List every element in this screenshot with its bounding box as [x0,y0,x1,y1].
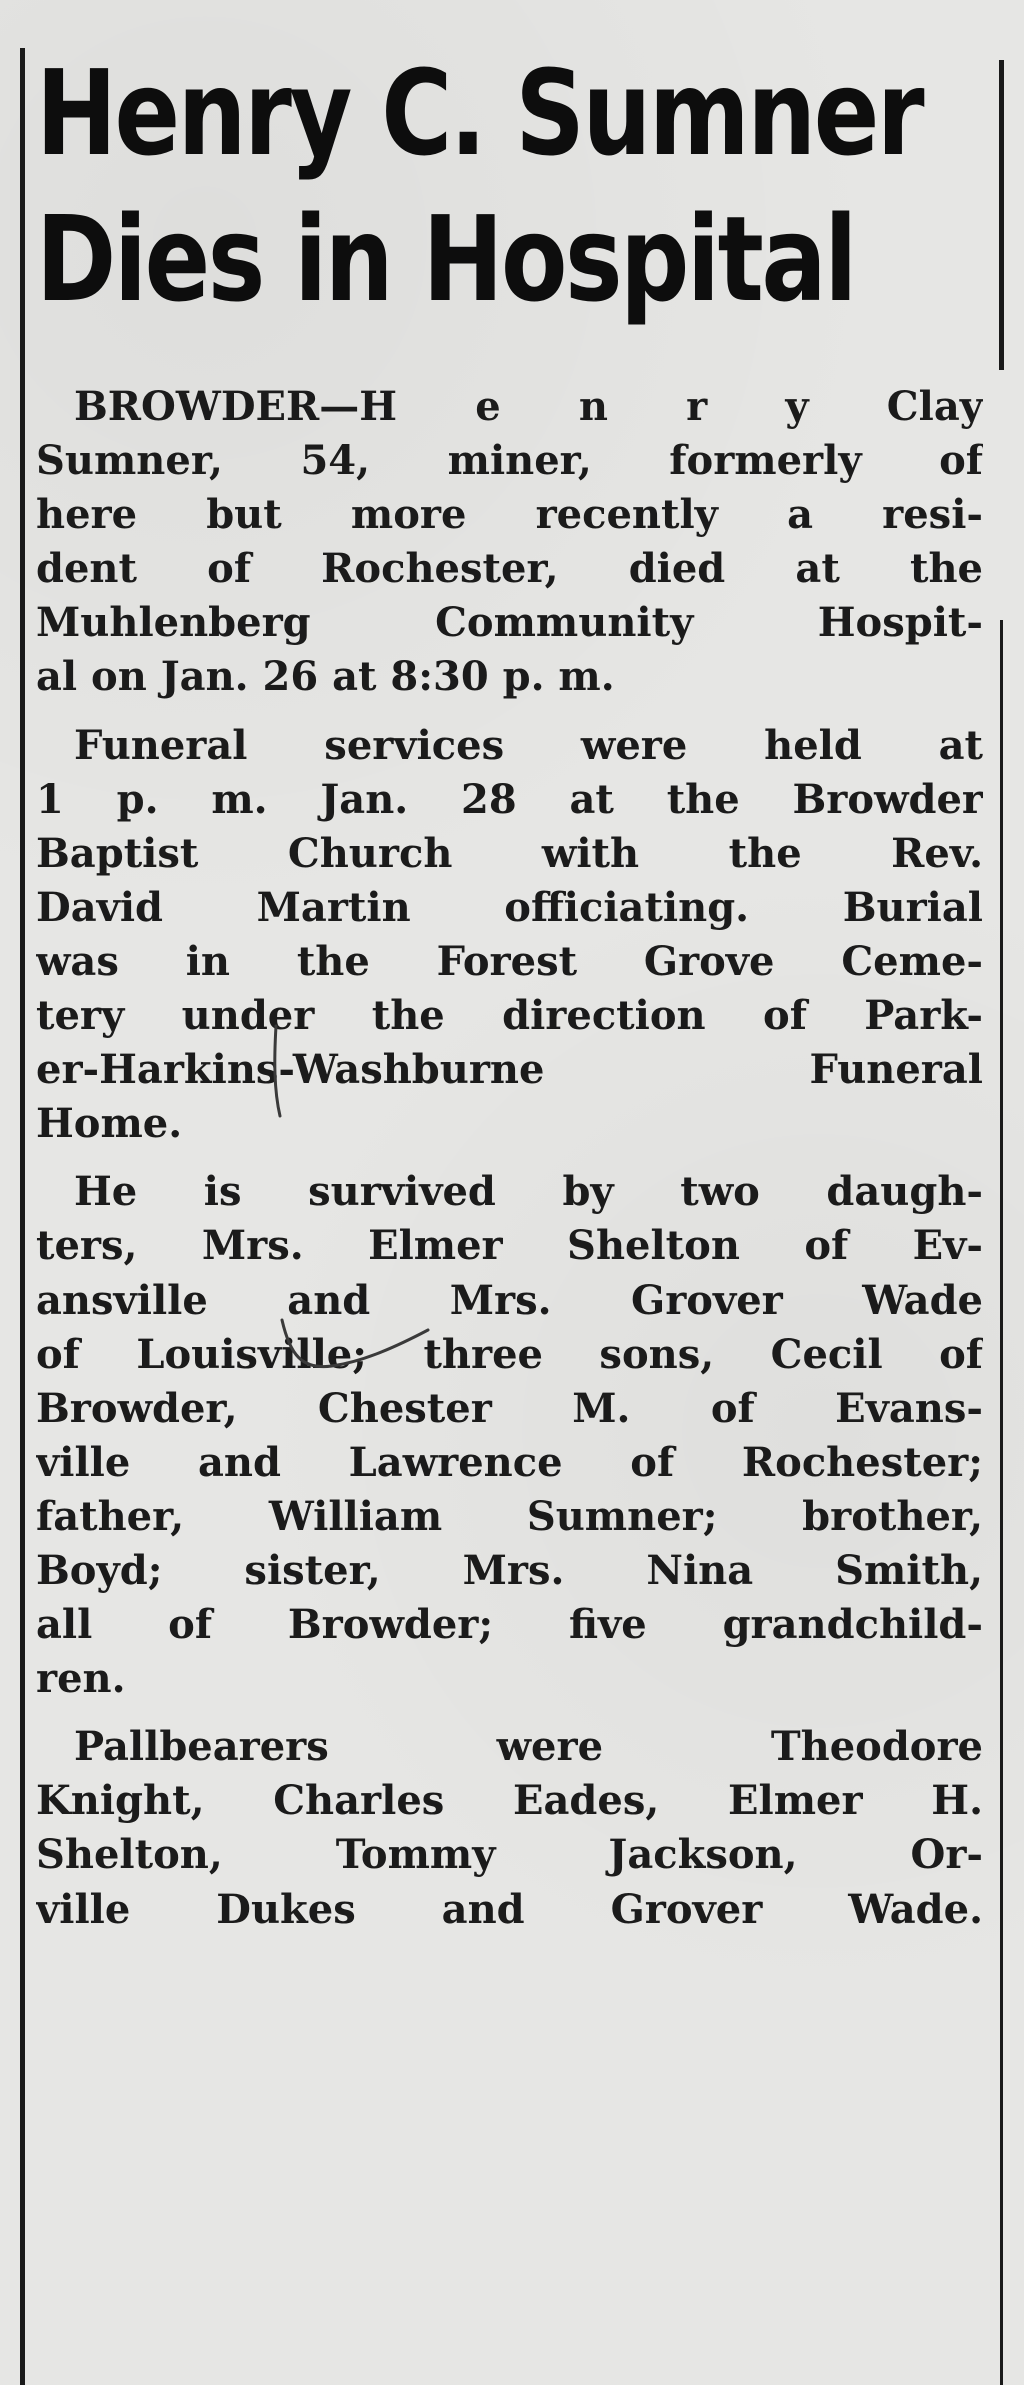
text-line: Boyd; sister, Mrs. Nina Smith, [36,1546,983,1594]
text-line: ters, Mrs. Elmer Shelton of Ev- [36,1222,983,1270]
text-line: Shelton, Tommy Jackson, Or- [36,1831,983,1879]
paragraph-funeral [36,719,983,1152]
text-line: er-Harkins-Washburne Funeral [36,1046,983,1094]
text-line: Home. [36,1100,183,1148]
text-line: dent of Rochester, died at the [36,545,983,593]
text-line: Muhlenberg Community Hospit- [36,599,983,647]
headline [36,40,923,332]
article-body [36,380,983,1937]
text-line: was in the Forest Grove Ceme- [36,937,983,985]
paragraph-survivors [36,1165,983,1706]
text-line: Funeral services were held at [74,721,983,769]
text-line: all of Browder; five grandchild- [36,1601,983,1649]
text-line: 1 p. m. Jan. 28 at the Browder [36,775,983,823]
text-line: Pallbearers were Theodore [74,1723,983,1771]
paragraph-death-notice [36,380,983,705]
text-line: BROWDER—H e n r y Clay [74,383,983,430]
text-line: Knight, Charles Eades, Elmer H. [36,1777,983,1825]
headline-line-1: Henry C. Sumner [36,44,923,182]
text-line: David Martin officiating. Burial [36,883,983,931]
text-line: He is survived by two daugh- [74,1168,983,1216]
paragraph-pallbearers [36,1720,983,1936]
column-rule-right [1000,620,1003,2385]
headline-line-2: Dies in Hospital [36,190,855,328]
column-rule-left [20,48,25,2385]
text-line: Browder, Chester M. of Evans- [36,1384,983,1432]
text-line: ville Dukes and Grover Wade. [36,1885,983,1933]
text-line: tery under the direction of Park- [36,992,983,1040]
text-line: of Louisville; three sons, Cecil of [36,1330,983,1378]
text-line: ansville and Mrs. Grover Wade [36,1276,983,1324]
text-line: here but more recently a resi- [36,491,983,539]
text-line: father, William Sumner; brother, [36,1492,983,1540]
text-line: ville and Lawrence of Rochester; [36,1438,983,1486]
text-line: Sumner, 54, miner, formerly of [36,437,983,485]
column-rule-right-top [999,60,1004,370]
text-line: Baptist Church with the Rev. [36,829,983,877]
text-line: ren. [36,1655,126,1703]
text-line: al on Jan. 26 at 8:30 p. m. [36,653,615,701]
